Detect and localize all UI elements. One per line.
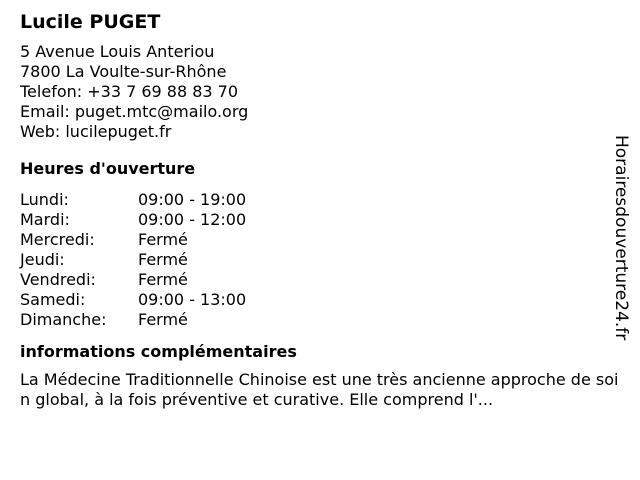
hours-value: Fermé xyxy=(138,310,188,329)
hours-value: 09:00 - 13:00 xyxy=(138,290,247,309)
day-label: Dimanche: xyxy=(20,310,107,329)
info-description: La Médecine Traditionnelle Chinoise est une très ancienne approche de soin global, à la fois préventive et curative. Elle comprend l'... xyxy=(20,370,619,409)
site-watermark: Horairesdouverture24.fr xyxy=(611,135,631,341)
hours-value: Fermé xyxy=(138,230,188,249)
hours-row-thursday xyxy=(20,250,625,270)
day-label: Lundi: xyxy=(20,190,69,209)
hours-value: 09:00 - 12:00 xyxy=(138,210,247,229)
day-label: Jeudi: xyxy=(20,250,65,269)
hours-row-wednesday xyxy=(20,230,625,250)
business-name: Lucile PUGET xyxy=(20,11,161,33)
hours-row-sunday xyxy=(20,310,625,330)
hours-row-monday xyxy=(20,190,625,210)
hours-table xyxy=(20,190,625,330)
phone-line[interactable]: Telefon: +33 7 69 88 83 70 xyxy=(20,82,239,101)
info-title: informations complémentaires xyxy=(20,342,297,361)
hours-value: 09:00 - 19:00 xyxy=(138,190,247,209)
email-line[interactable]: Email: puget.mtc@mailo.org xyxy=(20,102,249,121)
hours-row-friday xyxy=(20,270,625,290)
hours-value: Fermé xyxy=(138,270,188,289)
day-label: Vendredi: xyxy=(20,270,96,289)
day-label: Mercredi: xyxy=(20,230,95,249)
day-label: Samedi: xyxy=(20,290,86,309)
business-card xyxy=(20,10,625,410)
hours-value: Fermé xyxy=(138,250,188,269)
web-line[interactable]: Web: lucilepuget.fr xyxy=(20,122,172,141)
hours-row-tuesday xyxy=(20,210,625,230)
address-line-2: 7800 La Voulte-sur-Rhône xyxy=(20,62,227,81)
address-line-1: 5 Avenue Louis Anteriou xyxy=(20,42,215,61)
hours-row-saturday xyxy=(20,290,625,310)
day-label: Mardi: xyxy=(20,210,70,229)
contact-block xyxy=(20,42,625,142)
hours-title: Heures d'ouverture xyxy=(20,159,196,178)
